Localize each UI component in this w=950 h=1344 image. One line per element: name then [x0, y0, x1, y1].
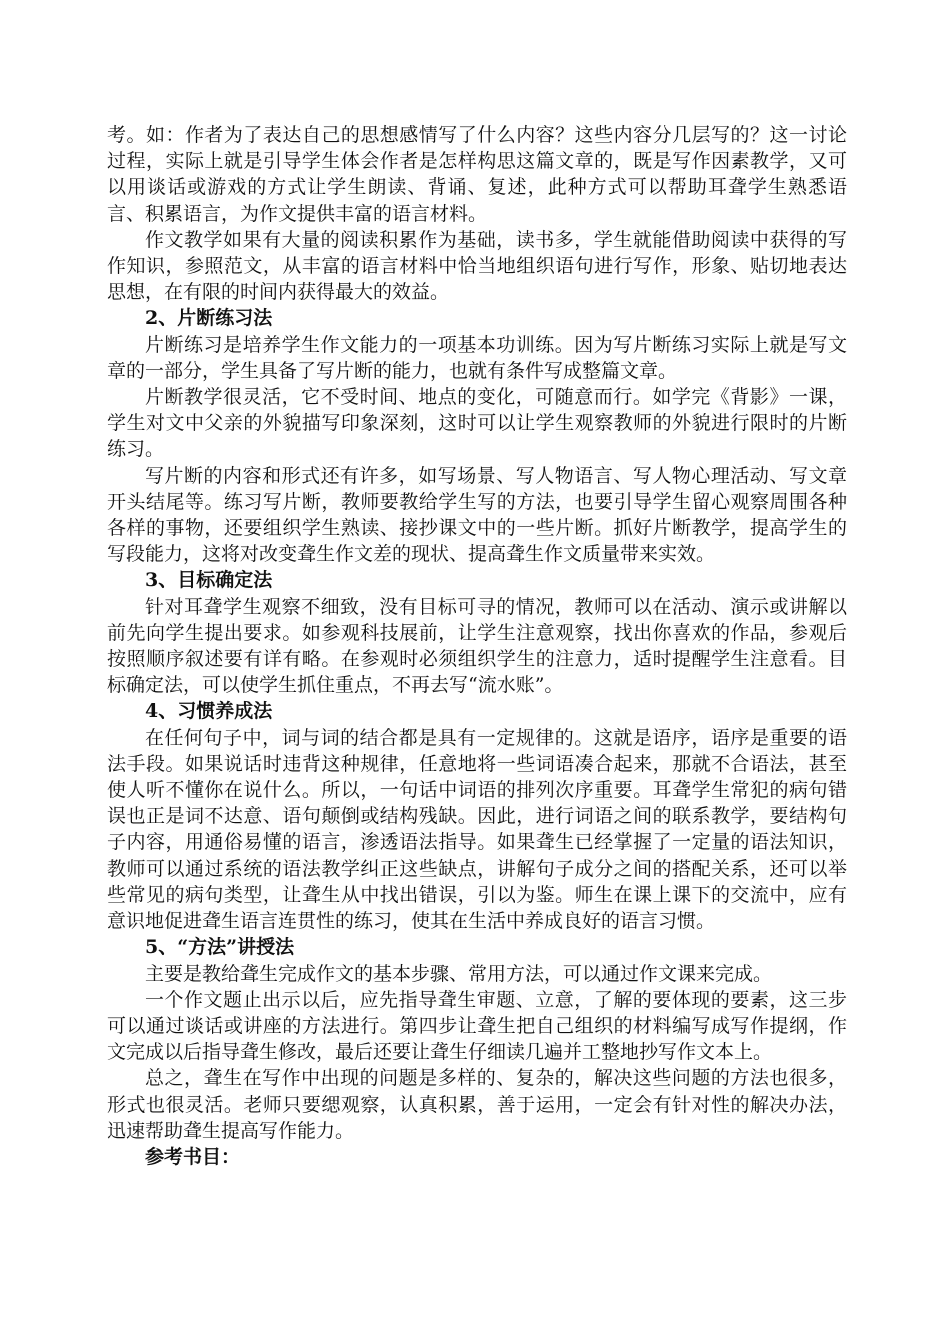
paragraph-fragment-content: 写片断的内容和形式还有许多，如写场景、写人物语言、写人物心理活动、写文章开头结尾等。练习写片断，教师要教给学生写的方法，也要引导学生留心观察周围各种各样的事物，还要组织学生熟读、接抄课文中的一些片断。抓好片断教学，提高学生的写段能力，这将对改变聋生作文差的现状、提高聋生作文质量带来实效。 — [107, 464, 847, 566]
paragraph-reading-foundation: 作文教学如果有大量的阅读积累作为基础，读书多，学生就能借助阅读中获得的写作知识，参照范文，从丰富的语言材料中恰当地组织语句进行写作，形象、贴切地表达思想，在有限的时间内获得最大的效益。 — [107, 228, 847, 304]
paragraph-fragment-basic: 片断练习是培养学生作文能力的一项基本功训练。因为写片断练习实际上就是写文章的一部分，学生具备了写片断的能力，也就有条件写成整篇文章。 — [107, 333, 847, 382]
paragraph-method-process: 一个作文题止出示以后，应先指导聋生审题、立意，了解的要体现的要素，这三步可以通过谈话或讲座的方法进行。第四步让聋生把自己组织的材料编写成写作提纲，作文完成以后指导聋生修改，最后还要让聋生仔细读几遍并工整地抄写作文本上。 — [107, 988, 847, 1064]
paragraph-conclusion: 总之，聋生在写作中出现的问题是多样的、复杂的，解决这些问题的方法也很多，形式也很灵活。老师只要缌观察，认真积累，善于运用，一定会有针对性的解决办法，迅速帮助聋生提高写作能力。 — [107, 1067, 847, 1142]
paragraph-goal-setting: 针对耳聋学生观察不细致，没有目标可寻的情况，教师可以在活动、演示或讲解以前先向学生提出要求。如参观科技展前，让学生注意观察，找出你喜欢的作品，参观后按照顺序叙述要有详有略。在参观时必须组织学生的注意力，适时提醒学生注意看。目标确定法，可以使学生抓住重点，不再去写“流水账”。 — [107, 595, 847, 697]
section-heading-fragment-practice: 2、片断练习法 — [145, 307, 273, 330]
paragraph-method-steps: 主要是教给聋生完成作文的基本步骤、常用方法，可以通过作文课来完成。 — [145, 962, 773, 985]
section-heading-goal-setting: 3、目标确定法 — [145, 569, 273, 592]
paragraph-continuation: 考。如：作者为了表达自己的思想感情写了什么内容？这些内容分几层写的？这一讨论过程，实际上就是引导学生体会作者是怎样构思这篇文章的，既是写作因素教学，又可以用谈话或游戏的方式让学生朗读、背诵、复述，此种方式可以帮助耳聋学生熟悉语言、积累语言，为作文提供丰富的语言材料。 — [107, 124, 847, 225]
section-heading-habit-forming: 4、习惯养成法 — [145, 700, 273, 723]
paragraph-habit-forming: 在任何句子中，词与词的结合都是具有一定规律的。这就是语序，语序是重要的语法手段。如果说话时违背这种规律，任意地将一些词语凑合起来，那就不合语法，甚至使人听不懂你在说什么。所以，一句话中词语的排列次序重要。耳聋学生常犯的病句错误也正是词不达意、语句颠倒或结构残缺。因此，进行词语之间的联系教学，要结构句子内容，用通俗易懂的语言，渗透语法指导。如果聋生已经掌握了一定量的语法知识，教师可以通过系统的语法教学纠正这些缺点，讲解句子成分之间的搭配关系，还可以举些常见的病句类型，让聋生从中找出错误，引以为鉴。师生在课上课下的交流中，应有意识地促进聋生语言连贯性的练习，使其在生活中养成良好的语言习惯。 — [107, 726, 847, 933]
section-heading-method-teaching: 5、“方法”讲授法 — [145, 936, 295, 959]
paragraph-fragment-flexible: 片断教学很灵活，它不受时间、地点的变化，可随意而行。如学完《背影》一课，学生对文中父亲的外貌描写印象深刻，这时可以让学生观察教师的外貌进行限时的片断练习。 — [107, 386, 847, 461]
document-page — [107, 122, 847, 1170]
references-heading: 参考书目： — [145, 1145, 241, 1168]
